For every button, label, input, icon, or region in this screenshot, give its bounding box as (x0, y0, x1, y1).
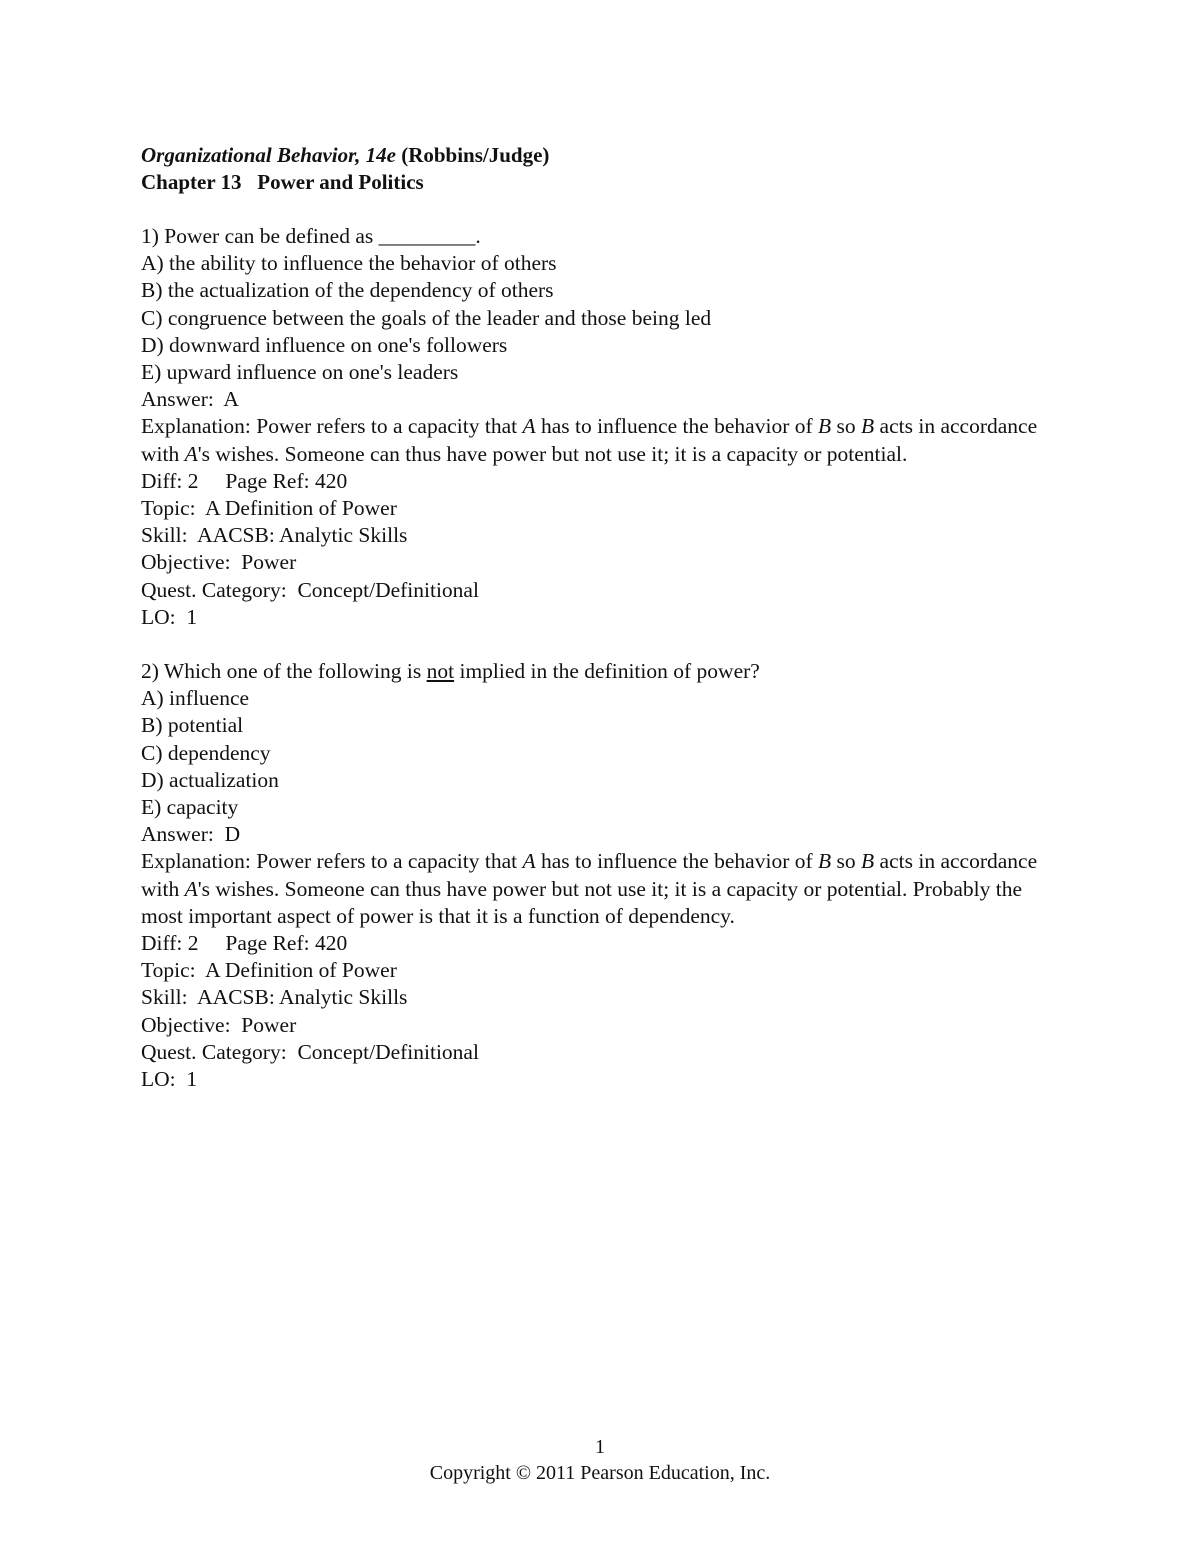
question-2 (141, 658, 1041, 1093)
objective: Objective: Power (141, 1012, 297, 1037)
book-title: Organizational Behavior, 14e (141, 143, 396, 167)
answer-blank: _________ (378, 224, 476, 248)
learning-objective: LO: 1 (141, 604, 198, 629)
underlined-word: not (426, 659, 455, 684)
objective: Objective: Power (141, 550, 297, 575)
question-stem: 1) Power can be defined as _________. (141, 224, 481, 248)
difficulty-page-ref: Diff: 2 Page Ref: 420 (141, 931, 348, 956)
answer: Answer: A (141, 387, 239, 412)
page-content (141, 142, 1041, 1093)
option-d: D) downward influence on one's followers (141, 332, 508, 357)
option-a: A) influence (141, 686, 250, 711)
option-c: C) congruence between the goals of the leader and those being led (141, 305, 712, 330)
topic: Topic: A Definition of Power (141, 496, 397, 521)
option-d: D) actualization (141, 767, 279, 792)
question-category: Quest. Category: Concept/Definitional (141, 577, 479, 602)
option-c: C) dependency (141, 740, 271, 765)
explanation: Explanation: Power refers to a capacity that A has to influence the behavior of B so B acts in accordance with A's wishes. Someone can thus have power but not use it; it is a capacity or potential. (141, 414, 1038, 466)
page-number: 1 (595, 1436, 605, 1458)
question-category: Quest. Category: Concept/Definitional (141, 1039, 479, 1064)
answer: Answer: D (141, 822, 241, 847)
book-authors: (Robbins/Judge) (395, 143, 550, 167)
option-e: E) upward influence on one's leaders (141, 360, 459, 385)
option-a: A) the ability to influence the behavior of others (141, 251, 557, 276)
chapter-title: Chapter 13 Power and Politics (141, 170, 424, 194)
option-b: B) potential (141, 713, 244, 738)
skill: Skill: AACSB: Analytic Skills (141, 523, 408, 548)
option-e: E) capacity (141, 795, 239, 820)
skill: Skill: AACSB: Analytic Skills (141, 985, 408, 1010)
learning-objective: LO: 1 (141, 1067, 198, 1092)
book-header (141, 142, 1041, 169)
question-1 (141, 223, 1041, 631)
topic: Topic: A Definition of Power (141, 958, 397, 983)
explanation: Explanation: Power refers to a capacity that A has to influence the behavior of B so B acts in accordance with A's wishes. Someone can thus have power but not use it; it is a capacity or potential. Probably the most important aspect of power is that it is a function of dependency. (141, 849, 1038, 928)
difficulty-page-ref: Diff: 2 Page Ref: 420 (141, 468, 348, 493)
option-b: B) the actualization of the dependency of others (141, 278, 554, 303)
question-stem: 2) Which one of the following is not implied in the definition of power? (141, 659, 760, 684)
copyright-notice: Copyright © 2011 Pearson Education, Inc. (429, 1462, 771, 1484)
